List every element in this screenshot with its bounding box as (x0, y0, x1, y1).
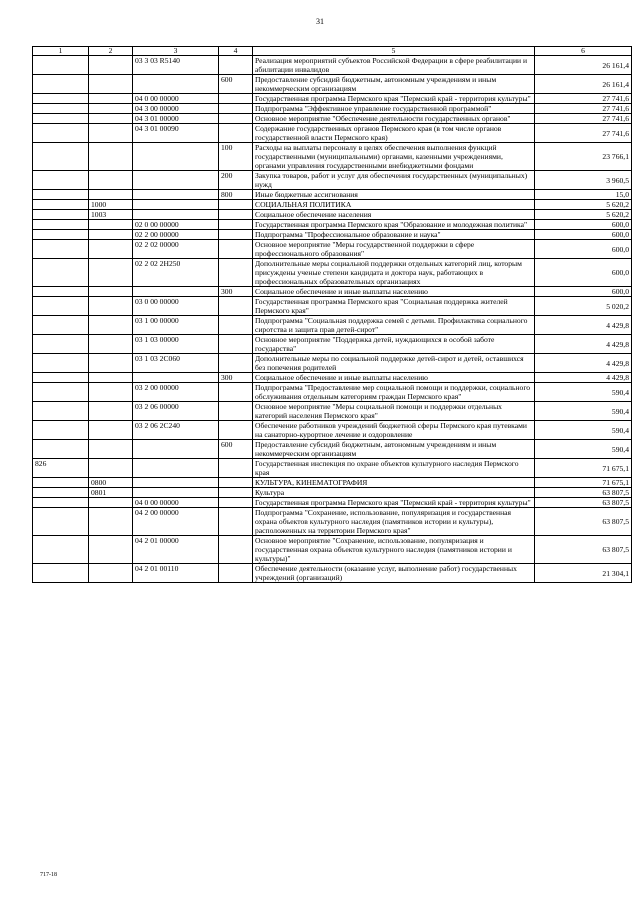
cell-vedomstvo (33, 259, 89, 287)
cell-razdel (89, 536, 133, 564)
cell-description: Подпрограмма "Сохранение, использование, популяризация и государственная охрана объектов культурного наследия (памятников истории и культуры), расположенных на территории Пермского края" (253, 508, 535, 536)
cell-description: Обеспечение работников учреждений бюджетной сферы Пермского края путевками на санаторно-курортное лечение и оздоровление (253, 421, 535, 440)
cell-expense-type (219, 488, 253, 498)
cell-description: Социальное обеспечение населения (253, 210, 535, 220)
cell-amount: 600,0 (535, 230, 632, 240)
cell-vedomstvo (33, 287, 89, 297)
cell-razdel (89, 171, 133, 190)
cell-expense-type (219, 210, 253, 220)
table-row (33, 220, 632, 230)
cell-amount: 71 675,1 (535, 459, 632, 478)
cell-description: Основное мероприятие "Сохранение, использование, популяризация и государственная охрана объектов культурного наследия (памятников истории и культуры)" (253, 536, 535, 564)
cell-razdel (89, 335, 133, 354)
cell-razdel (89, 287, 133, 297)
cell-razdel (89, 402, 133, 421)
cell-vedomstvo (33, 230, 89, 240)
table-row (33, 564, 632, 583)
cell-expense-type (219, 230, 253, 240)
footer-code: 717-18 (40, 872, 57, 878)
table-row (33, 190, 632, 200)
cell-expense-type (219, 316, 253, 335)
cell-expense-type: 300 (219, 287, 253, 297)
cell-vedomstvo (33, 220, 89, 230)
cell-expense-type: 600 (219, 75, 253, 94)
table-row (33, 421, 632, 440)
cell-target-article (133, 459, 219, 478)
cell-razdel (89, 240, 133, 259)
table-row (33, 498, 632, 508)
cell-vedomstvo: 826 (33, 459, 89, 478)
cell-amount: 5 620,2 (535, 200, 632, 210)
cell-vedomstvo (33, 564, 89, 583)
table-row (33, 478, 632, 488)
cell-vedomstvo (33, 171, 89, 190)
cell-expense-type (219, 459, 253, 478)
cell-razdel: 0801 (89, 488, 133, 498)
cell-target-article: 04 2 01 00000 (133, 536, 219, 564)
cell-razdel: 0800 (89, 478, 133, 488)
cell-amount: 26 161,4 (535, 56, 632, 75)
cell-description: Реализация мероприятий субъектов Российской Федерации в сфере реабилитации и абилитации инвалидов (253, 56, 535, 75)
cell-vedomstvo (33, 316, 89, 335)
table-row (33, 171, 632, 190)
cell-razdel (89, 354, 133, 373)
cell-description: Культура (253, 488, 535, 498)
cell-expense-type: 100 (219, 143, 253, 171)
cell-target-article (133, 171, 219, 190)
cell-target-article: 04 2 01 00110 (133, 564, 219, 583)
cell-expense-type (219, 114, 253, 124)
cell-razdel (89, 373, 133, 383)
cell-amount: 71 675,1 (535, 478, 632, 488)
cell-description: СОЦИАЛЬНАЯ ПОЛИТИКА (253, 200, 535, 210)
cell-vedomstvo (33, 373, 89, 383)
table-body (33, 56, 632, 583)
table-row (33, 440, 632, 459)
cell-razdel (89, 440, 133, 459)
table-row (33, 335, 632, 354)
table-row (33, 104, 632, 114)
cell-vedomstvo (33, 335, 89, 354)
table-row (33, 114, 632, 124)
cell-description: Дополнительные меры по социальной поддержке детей-сирот и детей, оставшихся без попечения родителей (253, 354, 535, 373)
cell-target-article (133, 488, 219, 498)
column-header: 2 (89, 47, 133, 56)
cell-razdel (89, 75, 133, 94)
cell-razdel (89, 508, 133, 536)
cell-amount: 26 161,4 (535, 75, 632, 94)
cell-target-article: 03 1 03 2С060 (133, 354, 219, 373)
cell-description: Государственная программа Пермского края "Образование и молодежная политика" (253, 220, 535, 230)
cell-target-article: 03 2 00 00000 (133, 383, 219, 402)
cell-razdel (89, 498, 133, 508)
cell-expense-type: 800 (219, 190, 253, 200)
cell-target-article (133, 373, 219, 383)
cell-expense-type (219, 354, 253, 373)
table-row (33, 459, 632, 478)
cell-description: Государственная инспекция по охране объектов культурного наследия Пермского края (253, 459, 535, 478)
cell-description: Расходы на выплаты персоналу в целях обеспечения выполнения функций государственными (муниципальными) органами, казенными учреждениями, органами управления государственными внебюджетными фондами (253, 143, 535, 171)
cell-amount: 63 807,5 (535, 498, 632, 508)
cell-target-article: 03 1 03 00000 (133, 335, 219, 354)
cell-target-article: 03 1 00 00000 (133, 316, 219, 335)
cell-description: Подпрограмма "Профессиональное образование и наука" (253, 230, 535, 240)
cell-vedomstvo (33, 297, 89, 316)
cell-amount: 23 766,1 (535, 143, 632, 171)
table-row (33, 316, 632, 335)
cell-amount: 4 429,8 (535, 373, 632, 383)
cell-description: Обеспечение деятельности (оказание услуг, выполнение работ) государственных учреждений (организаций) (253, 564, 535, 583)
table-row (33, 94, 632, 104)
cell-vedomstvo (33, 200, 89, 210)
cell-expense-type (219, 104, 253, 114)
cell-razdel (89, 316, 133, 335)
cell-vedomstvo (33, 240, 89, 259)
cell-expense-type (219, 200, 253, 210)
table-row (33, 536, 632, 564)
column-header: 6 (535, 47, 632, 56)
cell-razdel (89, 114, 133, 124)
cell-vedomstvo (33, 498, 89, 508)
cell-amount: 63 807,5 (535, 536, 632, 564)
table-row (33, 210, 632, 220)
cell-amount: 5 020,2 (535, 297, 632, 316)
cell-amount: 600,0 (535, 287, 632, 297)
cell-vedomstvo (33, 124, 89, 143)
table-row (33, 508, 632, 536)
cell-target-article: 03 2 06 2С240 (133, 421, 219, 440)
cell-expense-type (219, 297, 253, 316)
cell-razdel: 1000 (89, 200, 133, 210)
cell-amount: 27 741,6 (535, 94, 632, 104)
cell-target-article: 02 2 02 00000 (133, 240, 219, 259)
cell-amount: 27 741,6 (535, 124, 632, 143)
cell-amount: 63 807,5 (535, 488, 632, 498)
cell-razdel (89, 124, 133, 143)
table-row (33, 373, 632, 383)
cell-target-article (133, 478, 219, 488)
cell-razdel (89, 230, 133, 240)
cell-vedomstvo (33, 104, 89, 114)
cell-amount: 590,4 (535, 402, 632, 421)
cell-target-article: 03 3 03 R5140 (133, 56, 219, 75)
cell-vedomstvo (33, 478, 89, 488)
cell-expense-type (219, 124, 253, 143)
cell-amount: 590,4 (535, 421, 632, 440)
cell-amount: 5 620,2 (535, 210, 632, 220)
column-header: 5 (253, 47, 535, 56)
cell-vedomstvo (33, 402, 89, 421)
cell-target-article (133, 440, 219, 459)
cell-expense-type: 300 (219, 373, 253, 383)
table-row (33, 124, 632, 143)
cell-description: Предоставление субсидий бюджетным, автономным учреждениям и иным некоммерческим организациям (253, 440, 535, 459)
table-header-row (33, 47, 632, 56)
cell-target-article: 02 0 00 00000 (133, 220, 219, 230)
cell-expense-type (219, 508, 253, 536)
cell-vedomstvo (33, 56, 89, 75)
cell-amount: 3 960,5 (535, 171, 632, 190)
cell-vedomstvo (33, 440, 89, 459)
cell-vedomstvo (33, 354, 89, 373)
table-row (33, 75, 632, 94)
cell-expense-type (219, 564, 253, 583)
cell-description: Государственная программа Пермского края "Пермский край - территория культуры" (253, 498, 535, 508)
cell-target-article (133, 190, 219, 200)
cell-description: Основное мероприятие "Обеспечение деятельности государственных органов" (253, 114, 535, 124)
cell-razdel (89, 56, 133, 75)
cell-expense-type (219, 335, 253, 354)
cell-target-article: 03 2 06 00000 (133, 402, 219, 421)
cell-target-article: 04 2 00 00000 (133, 508, 219, 536)
cell-expense-type: 200 (219, 171, 253, 190)
column-header: 3 (133, 47, 219, 56)
cell-target-article: 02 2 02 2Н250 (133, 259, 219, 287)
cell-amount: 27 741,6 (535, 104, 632, 114)
cell-vedomstvo (33, 536, 89, 564)
cell-razdel (89, 220, 133, 230)
cell-amount: 21 304,1 (535, 564, 632, 583)
cell-razdel (89, 104, 133, 114)
cell-amount: 590,4 (535, 383, 632, 402)
table-row (33, 488, 632, 498)
cell-target-article: 03 0 00 00000 (133, 297, 219, 316)
cell-vedomstvo (33, 508, 89, 536)
cell-description: Иные бюджетные ассигнования (253, 190, 535, 200)
cell-amount: 15,0 (535, 190, 632, 200)
budget-table (32, 46, 632, 583)
cell-target-article (133, 75, 219, 94)
cell-expense-type (219, 536, 253, 564)
cell-description: Предоставление субсидий бюджетным, автономным учреждениям и иным некоммерческим организациям (253, 75, 535, 94)
cell-expense-type (219, 402, 253, 421)
table-row (33, 240, 632, 259)
cell-razdel (89, 94, 133, 104)
table-row (33, 354, 632, 373)
cell-description: Подпрограмма "Социальная поддержка семей с детьми. Профилактика социального сиротства и защита прав детей-сирот" (253, 316, 535, 335)
cell-razdel (89, 297, 133, 316)
cell-description: Государственная программа Пермского края "Пермский край - территория культуры" (253, 94, 535, 104)
cell-razdel (89, 383, 133, 402)
cell-expense-type (219, 56, 253, 75)
table-row (33, 297, 632, 316)
cell-vedomstvo (33, 114, 89, 124)
cell-vedomstvo (33, 94, 89, 104)
cell-amount: 27 741,6 (535, 114, 632, 124)
cell-amount: 4 429,8 (535, 354, 632, 373)
cell-target-article: 04 0 00 00000 (133, 94, 219, 104)
cell-expense-type (219, 478, 253, 488)
cell-expense-type (219, 94, 253, 104)
cell-target-article (133, 143, 219, 171)
table-row (33, 383, 632, 402)
cell-expense-type (219, 259, 253, 287)
table-row (33, 56, 632, 75)
cell-target-article: 04 3 00 00000 (133, 104, 219, 114)
cell-vedomstvo (33, 190, 89, 200)
cell-description: Основное мероприятие "Поддержка детей, нуждающихся в особой заботе государства" (253, 335, 535, 354)
cell-description: Государственная программа Пермского края "Социальная поддержка жителей Пермского края" (253, 297, 535, 316)
cell-razdel: 1003 (89, 210, 133, 220)
cell-amount: 600,0 (535, 220, 632, 230)
cell-target-article (133, 210, 219, 220)
cell-expense-type: 600 (219, 440, 253, 459)
cell-razdel (89, 190, 133, 200)
cell-amount: 63 807,5 (535, 508, 632, 536)
cell-razdel (89, 143, 133, 171)
table-row (33, 143, 632, 171)
cell-description: Содержание государственных органов Пермского края (в том числе органов государственной власти Пермского края) (253, 124, 535, 143)
cell-expense-type (219, 383, 253, 402)
cell-vedomstvo (33, 143, 89, 171)
table-row (33, 287, 632, 297)
table-row (33, 230, 632, 240)
cell-vedomstvo (33, 75, 89, 94)
cell-description: Социальное обеспечение и иные выплаты населению (253, 287, 535, 297)
column-header: 4 (219, 47, 253, 56)
cell-razdel (89, 259, 133, 287)
cell-amount: 4 429,8 (535, 316, 632, 335)
cell-expense-type (219, 498, 253, 508)
cell-expense-type (219, 240, 253, 259)
cell-vedomstvo (33, 488, 89, 498)
cell-expense-type (219, 220, 253, 230)
cell-target-article: 04 3 01 00000 (133, 114, 219, 124)
table-row (33, 259, 632, 287)
cell-razdel (89, 564, 133, 583)
cell-amount: 590,4 (535, 440, 632, 459)
cell-vedomstvo (33, 421, 89, 440)
cell-vedomstvo (33, 383, 89, 402)
cell-target-article: 02 2 00 00000 (133, 230, 219, 240)
cell-description: Закупка товаров, работ и услуг для обеспечения государственных (муниципальных) нужд (253, 171, 535, 190)
cell-razdel (89, 459, 133, 478)
column-header: 1 (33, 47, 89, 56)
cell-amount: 4 429,8 (535, 335, 632, 354)
cell-description: Основное мероприятие "Меры государственной поддержки в сфере профессионального образования" (253, 240, 535, 259)
cell-description: Подпрограмма "Эффективное управление государственной программой" (253, 104, 535, 114)
cell-target-article: 04 3 01 00090 (133, 124, 219, 143)
cell-expense-type (219, 421, 253, 440)
cell-amount: 600,0 (535, 240, 632, 259)
cell-razdel (89, 421, 133, 440)
cell-vedomstvo (33, 210, 89, 220)
cell-target-article (133, 200, 219, 210)
cell-description: Подпрограмма "Предоставление мер социальной помощи и поддержки, социального обслуживания отдельным категориям граждан Пермского края" (253, 383, 535, 402)
cell-amount: 600,0 (535, 259, 632, 287)
cell-target-article (133, 287, 219, 297)
cell-description: КУЛЬТУРА, КИНЕМАТОГРАФИЯ (253, 478, 535, 488)
cell-target-article: 04 0 00 00000 (133, 498, 219, 508)
cell-description: Дополнительные меры социальной поддержки отдельных категорий лиц, которым присуждены ученые степени кандидата и доктора наук, работающих в профессиональных образовательных организациях (253, 259, 535, 287)
table-row (33, 200, 632, 210)
cell-description: Основное мероприятие "Меры социальной помощи и поддержки отдельных категорий населения Пермского края" (253, 402, 535, 421)
cell-description: Социальное обеспечение и иные выплаты населению (253, 373, 535, 383)
page-number: 31 (316, 17, 324, 26)
table-row (33, 402, 632, 421)
